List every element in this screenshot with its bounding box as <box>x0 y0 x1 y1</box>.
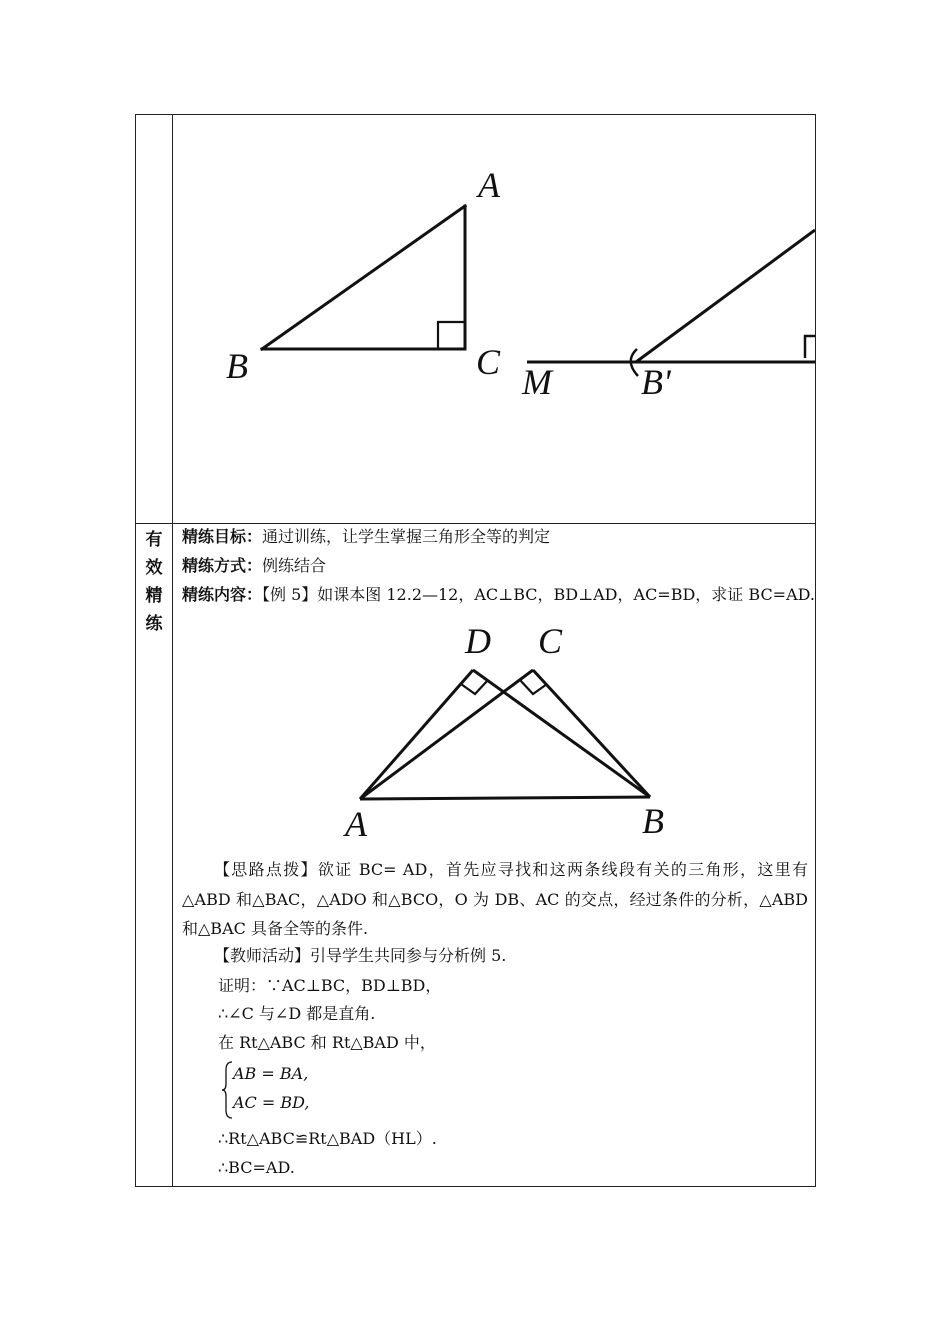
right-angle-mark-d <box>461 680 488 694</box>
label-m: M <box>522 362 552 402</box>
section-side-label <box>136 526 172 638</box>
top-triangle-figure <box>173 115 815 415</box>
equation-1: AB = BA, <box>233 1064 309 1083</box>
side-char: 效 <box>145 558 163 578</box>
teacher-activity: 【教师活动】引导学生共同参与分析例 5. <box>214 946 507 965</box>
proof-line-4: ∴Rt△ABC≌Rt△BAD（HL）. <box>218 1129 437 1148</box>
goal-label: 精练目标： <box>182 527 263 546</box>
method-text: 例练结合 <box>262 556 327 575</box>
label-a: A <box>345 804 367 844</box>
content-label: 精练内容： <box>182 585 263 604</box>
goal-text: 通过训练，让学生掌握三角形全等的判定 <box>262 527 551 546</box>
proof-line-1: 证明：∵AC⊥BC，BD⊥BD， <box>218 976 442 995</box>
label-c: C <box>476 342 501 382</box>
label-b: B <box>226 346 248 386</box>
right-angle-mark-c <box>438 322 465 349</box>
proof-line-5: ∴BC=AD. <box>218 1158 295 1177</box>
partial-right-angle <box>805 336 815 358</box>
ray-b-prime <box>636 230 815 362</box>
segment-ab <box>360 797 650 799</box>
side-char: 练 <box>145 614 163 634</box>
method-line <box>182 556 326 576</box>
equation-2: AC = BD, <box>233 1093 310 1112</box>
proof-line-2: ∴∠C 与∠D 都是直角. <box>218 1004 376 1023</box>
method-label: 精练方式： <box>182 556 263 575</box>
segment-cb <box>533 670 650 797</box>
segment-db <box>473 670 650 797</box>
segment-ac <box>360 670 533 799</box>
example-figure <box>330 615 690 845</box>
segment-ab <box>262 206 465 349</box>
label-b: B <box>642 801 664 841</box>
proof-line-3: 在 Rt△ABC 和 Rt△BAD 中， <box>218 1033 436 1052</box>
hint-paragraph: 【思路点拨】欲证 BC= AD，首先应寻找和这两条线段有关的三角形，这里有△ABD 和△BAC，△ADO 和△BCO，O 为 DB、AC 的交点，经过条件的分析，△ABD 和△BAC 具备全等的条件. <box>182 860 808 938</box>
label-d: D <box>465 621 491 661</box>
label-a: A <box>478 165 500 205</box>
side-char: 精 <box>145 586 163 606</box>
side-char: 有 <box>145 530 163 550</box>
label-b-prime: B' <box>641 362 671 402</box>
content-text: 【例 5】如课本图 12.2—12，AC⊥BC，BD⊥AD，AC=BD，求证 BC=AD. <box>262 585 815 604</box>
label-c: C <box>538 621 563 661</box>
row-divider <box>135 523 816 524</box>
content-line <box>182 585 815 605</box>
segment-ad <box>360 670 473 799</box>
goal-line <box>182 527 550 547</box>
